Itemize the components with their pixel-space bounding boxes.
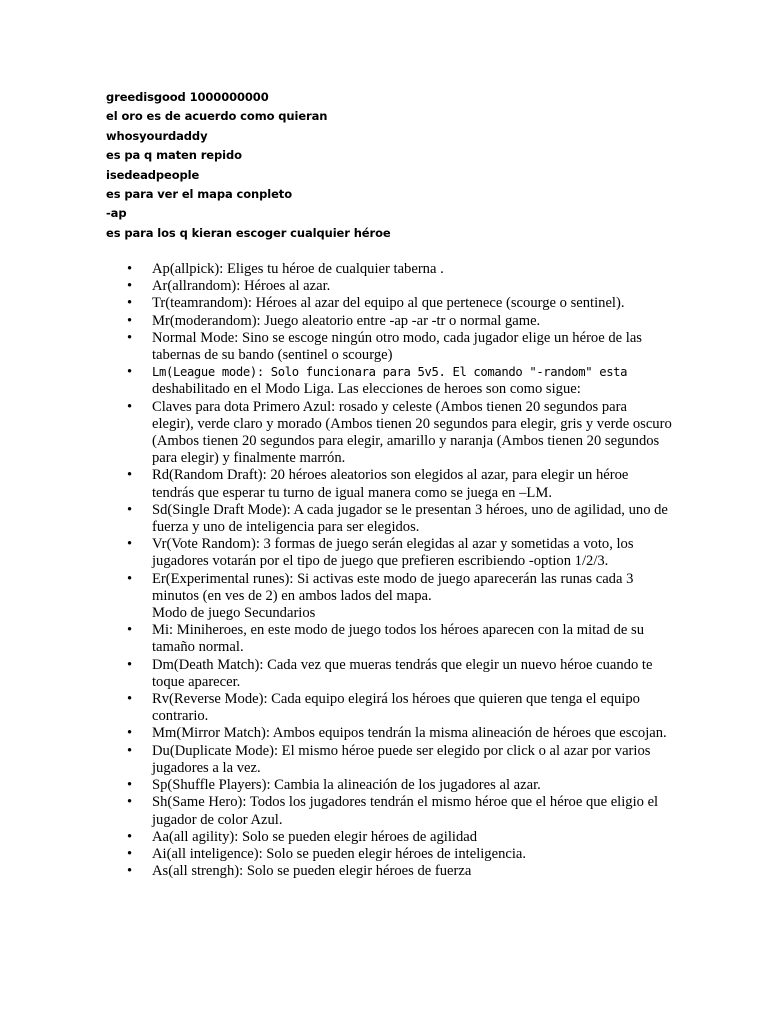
list-item: • Ap(allpick): Eliges tu héroe de cualquier taberna .	[152, 261, 672, 278]
list-item: • Aa(all agility): Solo se pueden elegir héroes de agilidad	[152, 829, 672, 846]
list-item: • As(all strengh): Solo se pueden elegir héroes de fuerza	[152, 863, 672, 880]
list-item: • Ar(allrandom): Héroes al azar.	[152, 278, 672, 295]
league-mode-text: deshabilitado en el Modo Liga. Las elecciones de heroes son como sigue:	[152, 381, 581, 398]
list-item: • Sh(Same Hero): Todos los jugadores tendrán el mismo héroe que el héroe que eligio el jugador de color Azul.	[152, 794, 672, 828]
list-item: • Dm(Death Match): Cada vez que mueras tendrás que elegir un nuevo héroe cuando te toque aparecer.	[152, 657, 672, 691]
list-item: • Tr(teamrandom): Héroes al azar del equipo al que pertenece (scourge o sentinel).	[152, 295, 672, 312]
list-item: • Mm(Mirror Match): Ambos equipos tendrán la misma alineación de héroes que escojan.	[152, 725, 672, 742]
cheat-line: isedeadpeople	[106, 167, 200, 182]
list-item: • Er(Experimental runes): Si activas este modo de juego aparecerán las runas cada 3 minutos (en ves de 2) en ambos lados del mapa.	[152, 571, 672, 605]
cheat-codes-section	[106, 88, 391, 243]
list-item: • Claves para dota Primero Azul: rosado y celeste (Ambos tienen 20 segundos para elegir), verde claro y morado (Ambos tienen 20 segundos para elegir, gris y verde oscuro (Ambos tienen 20 segundos para elegir, amarillo y naranja (Ambos tienen 20 segundos para elegir) y finalmente marrón.	[152, 399, 672, 468]
cheat-line: es para los q kieran escoger cualquier héroe	[106, 225, 391, 240]
list-item: • Ai(all inteligence): Solo se pueden elegir héroes de inteligencia.	[152, 846, 672, 863]
list-item: • Mi: Miniheroes, en este modo de juego todos los héroes aparecen con la mitad de su tamaño normal.	[152, 622, 672, 656]
game-modes-list	[152, 261, 672, 880]
list-item: • Sd(Single Draft Mode): A cada jugador se le presentan 3 héroes, uno de agilidad, uno de fuerza y uno de inteligencia para ser elegidos.	[152, 502, 672, 536]
list-item: • Rd(Random Draft): 20 héroes aleatorios son elegidos al azar, para elegir un héroe tendrás que esperar tu turno de igual manera como se juega en –LM.	[152, 467, 672, 501]
list-item: • Normal Mode: Sino se escoge ningún otro modo, cada jugador elige un héroe de las tabernas de su bando (sentinel o scourge)	[152, 330, 672, 364]
cheat-line: greedisgood 1000000000	[106, 90, 269, 104]
secondary-modes-heading: Modo de juego Secundarios	[152, 605, 316, 622]
cheat-line: -ap	[106, 206, 127, 221]
league-mode-mono-text: Lm(League mode): Solo funcionara para 5v5. El comando "-random" esta	[152, 365, 628, 380]
cheat-line: es pa q maten repido	[106, 148, 242, 163]
list-item: • Rv(Reverse Mode): Cada equipo elegirá los héroes que quieren que tenga el equipo contrario.	[152, 691, 672, 725]
cheat-line: el oro es de acuerdo como quieran	[106, 109, 328, 124]
list-item: • Mr(moderandom): Juego aleatorio entre -ap -ar -tr o normal game.	[152, 313, 672, 330]
list-item-league-mode	[152, 364, 672, 398]
list-item: • Sp(Shuffle Players): Cambia la alineación de los jugadores al azar.	[152, 777, 672, 794]
cheat-line: whosyourdaddy	[106, 128, 208, 143]
list-item: • Du(Duplicate Mode): El mismo héroe puede ser elegido por click o al azar por varios jugadores a la vez.	[152, 743, 672, 777]
list-item: • Vr(Vote Random): 3 formas de juego serán elegidas al azar y sometidas a voto, los jugadores votarán por el tipo de juego que prefieren escribiendo -option 1/2/3.	[152, 536, 672, 570]
cheat-line: es para ver el mapa conpleto	[106, 187, 293, 202]
